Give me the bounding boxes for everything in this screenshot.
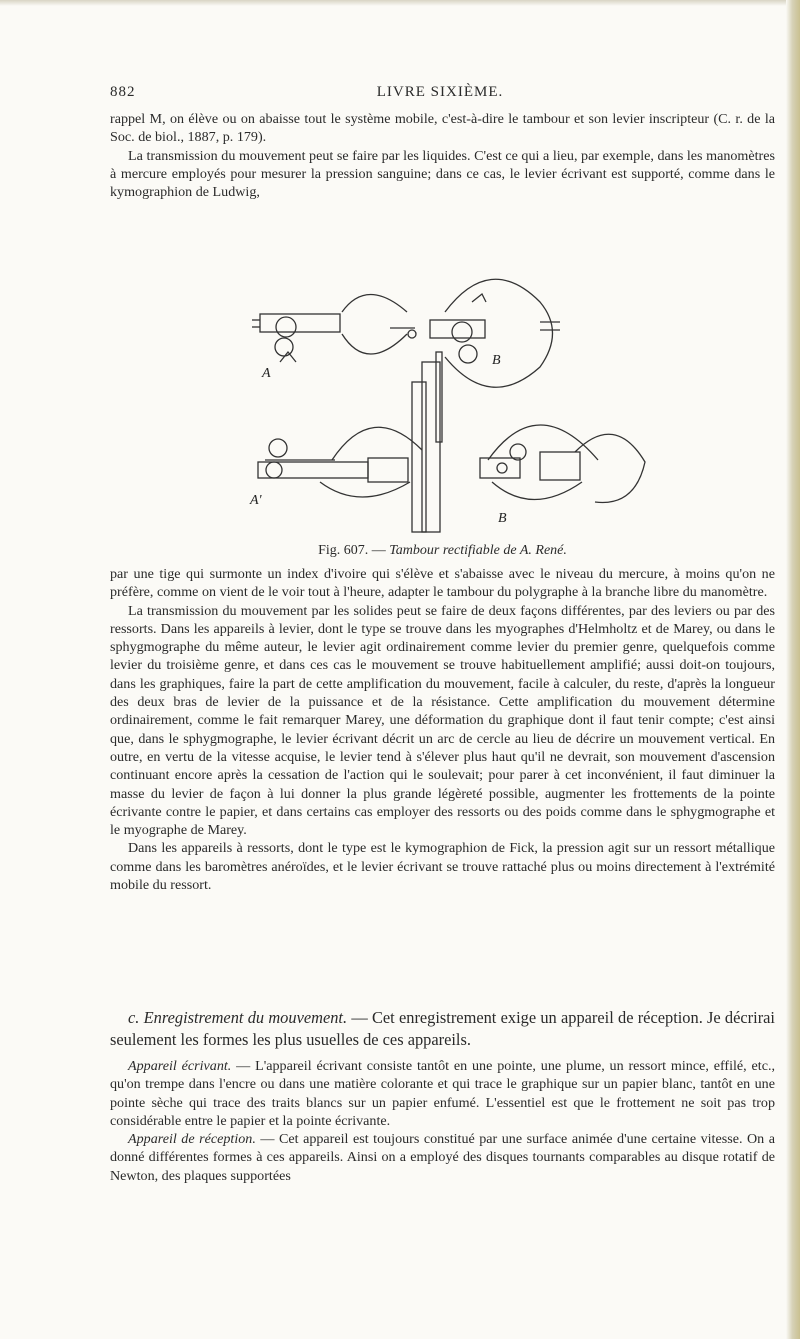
paragraph: La transmission du mouvement peut se faire par les liquides. C'est ce qui a lieu, par exemple, dans les manomètres à mercure employés pour mesurer la pression sanguine; dans ce cas, le levier écrivant est supporté, comme dans le kymographion de Ludwig, [110, 147, 775, 201]
paragraph: La transmission du mouvement par les solides peut se faire de deux façons différentes, par des leviers ou par des ressorts. Dans les appareils à levier, dont le type se trouve dans les myographes d'Helmholtz et de Marey, ou dans le sphygmographe du même auteur, le levier agit ordinairement comme levier du premier genre, quelquefois comme levier du troisième genre, et dans ces cas le mouvement se trouve habituellement amplifié; aussi doit-on toujours, dans les graphiques, faire la part de cette amplification du mouvement, facile à calculer, du reste, d'après la longueur des deux bras de levier de la puissance et de la résistance. Cette amplification du mouvement détermine ordinairement, comme le fait remarquer Marey, une déformation du graphique dont il faut tenir compte; c'est ainsi que, dans le sphygmographe, le levier écrivant décrit un arc de cercle au lieu de décrire un mouvement vertical. En outre, en vertu de la vitesse acquise, le levier tend à s'élever plus haut qu'il ne devrait, son mouvement d'ascension continuant encore après la cessation de l'action qui le soulevait; pour parer à cet inconvénient, il faut diminuer la masse du levier de façon à lui donner la plus grande légèreté possible, augmenter les frottements de la pointe écrivante contre le papier, et dans certains cas employer des ressorts ou des poids comme dans le sphygmographe et le myographe de Marey. [110, 602, 775, 839]
figure-tambour [240, 272, 670, 537]
figure-apparatus-A [252, 295, 416, 363]
label-B-prime: B [498, 511, 507, 526]
paragraph: rappel M, on élève ou on abaisse tout le système mobile, c'est-à-dire le tambour et son levier inscripteur (C. r. de la Soc. de biol., 1887, p. 179). [110, 111, 775, 146]
page-top-shadow [0, 0, 800, 6]
paragraph-lead: Appareil de réception. [128, 1131, 256, 1148]
paragraph-text: — L'appareil écrivant consiste tantôt en une pointe, une plume, un ressort mince, effilé, etc., qu'on trempe dans l'encre ou dans une matière colorante et qui trace le graphique sur un papier blanc, tantôt en une pointe sèche qui trace des traits blancs sur un papier enfumé. L'essentiel est que le frottement ne soit pas trop considérable entre le papier et la pointe écrivante. [110, 1058, 775, 1129]
label-A-prime: A' [250, 493, 262, 508]
paragraph: Dans les appareils à ressorts, dont le type est le kymographion de Fick, la pression agit sur un ressort métallique comme dans les baromètres anéroïdes, et le levier écrivant se trouve rattaché plus ou moins directement à l'extrémité mobile du ressort. [110, 840, 775, 894]
paragraph: par une tige qui surmonte un index d'ivoire qui s'élève et s'abaisse avec le niveau du mercure, à moins qu'on ne préfère, comme on vient de le voir tout à l'heure, adapter le tambour du polygraphe à la branche libre du manomètre. [110, 566, 775, 601]
figure-caption [110, 543, 775, 559]
section-heading-label: c. Enregistrement du mouvement. [128, 1008, 348, 1027]
paragraph-text: — Cet appareil est toujours constitué par une surface animée d'une certaine vitesse. On a donné différentes formes à ces appareils. Ainsi on a employé des disques tournants comparables au disque rotatif de Newton, des plaques supportées [110, 1131, 775, 1184]
text-block-top [110, 110, 775, 201]
running-head [110, 84, 770, 104]
figure-apparatus-B [430, 279, 560, 387]
section-heading [110, 1007, 775, 1051]
caption-title: Tambour rectifiable de A. René. [389, 543, 567, 558]
figure-apparatus-A-prime [258, 427, 422, 497]
section-heading-text: — Cet enregistrement exige un appareil de réception. Je décrirai seulement les formes les plus usuelles de ces appareils. [110, 1008, 775, 1049]
paragraph [110, 1130, 775, 1185]
text-block-bottom [110, 1057, 775, 1185]
page-binding-edge [786, 0, 800, 1339]
label-B: B [492, 353, 501, 368]
paragraph-lead: Appareil écrivant. [128, 1058, 232, 1074]
figure-manometer [412, 352, 442, 532]
figure-apparatus-B-prime [480, 425, 645, 503]
caption-number: Fig. 607. — [318, 543, 386, 558]
label-A: A [262, 366, 271, 381]
page-number: 882 [110, 84, 136, 100]
text-block-middle [110, 565, 775, 894]
paragraph [110, 1057, 775, 1130]
book-section-title: LIVRE SIXIÈME. [376, 84, 504, 100]
